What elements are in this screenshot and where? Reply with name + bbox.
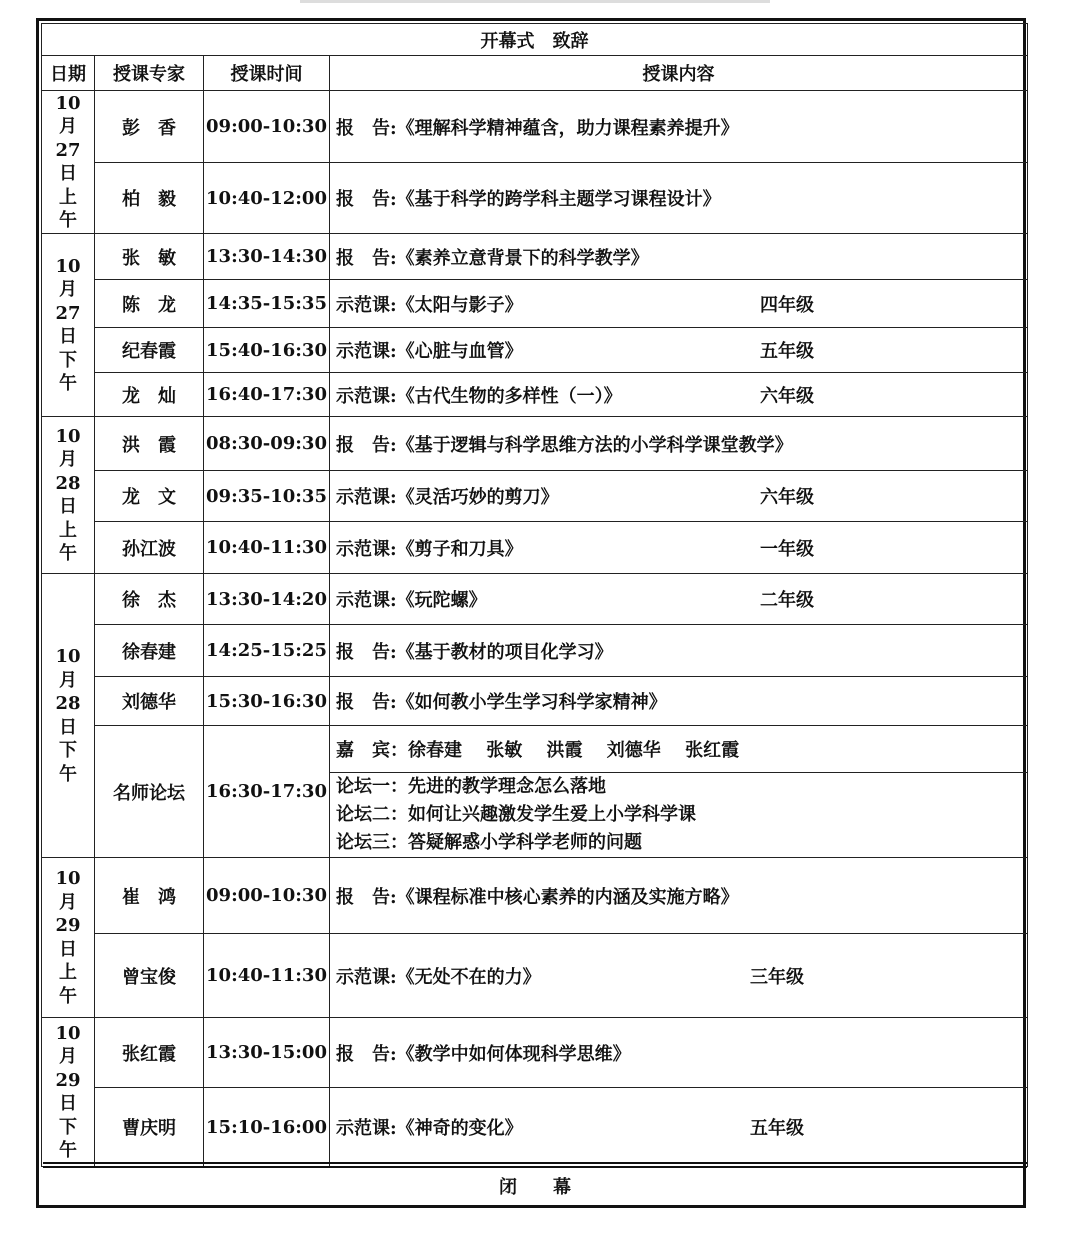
content-text: 示范课:《剪子和刀具》 [336,538,523,560]
content-text: 报 告:《课程标准中核心素养的内涵及实施方略》 [336,886,739,908]
time-cell: 10:40-11:30 [204,522,330,574]
content-cell [330,625,1028,677]
content-text: 报 告:《教学中如何体现科学思维》 [336,1043,631,1065]
table-row [42,1018,1028,1088]
grade-label: 一年级 [760,538,814,560]
content-cell [330,522,1028,574]
header-expert: 授课专家 [95,56,204,91]
time-cell: 09:00-10:30 [204,858,330,934]
date-cell: 10 月 27 日 上 午 [42,91,95,234]
time-cell: 14:35-15:35 [204,280,330,328]
table-row [42,1088,1028,1167]
content-cell [330,163,1028,234]
content-cell [330,1088,1028,1167]
forum-guests-row [42,726,1028,773]
grade-label: 六年级 [760,385,814,407]
content-text: 示范课:《古代生物的多样性（一）》 [336,385,622,407]
opening-row [42,24,1028,56]
expert-cell: 刘德华 [95,677,204,726]
content-cell [330,91,1028,163]
date-cell: 10 月 29 日 上 午 [42,858,95,1018]
table-row [42,934,1028,1018]
content-cell [330,471,1028,522]
time-cell: 13:30-14:30 [204,234,330,280]
grade-label: 五年级 [750,1118,804,1139]
content-cell [330,858,1028,934]
forum-time-cell: 16:30-17:30 [204,726,330,858]
expert-cell: 彭 香 [95,91,204,163]
table-row [42,417,1028,471]
expert-cell: 徐春建 [95,625,204,677]
content-cell [330,280,1028,328]
header-date: 日期 [42,56,95,91]
content-cell [330,417,1028,471]
grade-label: 五年级 [760,341,814,362]
expert-cell: 张红霞 [95,1018,204,1088]
expert-cell: 曹庆明 [95,1088,204,1167]
forum-topic: 论坛一：先进的教学理念怎么落地 [336,776,606,797]
table-row [42,858,1028,934]
grade-label: 二年级 [760,590,814,611]
schedule-table [41,23,1028,1167]
table-row [42,163,1028,234]
expert-cell: 陈 龙 [95,280,204,328]
top-edge-artifact [300,0,770,3]
time-cell: 10:40-11:30 [204,934,330,1018]
content-text: 示范课:《无处不在的力》 [336,966,541,988]
grade-label: 四年级 [760,294,814,316]
date-cell: 10 月 27 日 下 午 [42,234,95,417]
time-cell: 15:40-16:30 [204,328,330,373]
content-text: 示范课:《神奇的变化》 [336,1118,523,1139]
expert-cell: 洪 霞 [95,417,204,471]
forum-topic: 论坛二：如何让兴趣激发学生爱上小学科学课 [336,804,696,825]
time-cell: 08:30-09:30 [204,417,330,471]
content-text: 报 告:《理解科学精神蕴含，助力课程素养提升》 [336,117,739,139]
table-row [42,471,1028,522]
closing-title: 闭 幕 [499,1177,571,1198]
time-cell: 16:40-17:30 [204,373,330,417]
forum-topic: 论坛三：答疑解惑小学科学老师的问题 [336,832,642,853]
date-cell: 10 月 28 日 上 午 [42,417,95,574]
expert-cell: 龙 文 [95,471,204,522]
time-cell: 13:30-14:20 [204,574,330,625]
expert-cell: 孙江波 [95,522,204,574]
content-text: 报 告:《基于科学的跨学科主题学习课程设计》 [336,189,721,210]
content-text: 示范课:《玩陀螺》 [336,590,487,611]
content-text: 报 告:《基于逻辑与科学思维方法的小学科学课堂教学》 [336,434,793,456]
table-row [42,373,1028,417]
time-cell: 15:30-16:30 [204,677,330,726]
table-row [42,574,1028,625]
content-text: 示范课:《灵活巧妙的剪刀》 [336,487,559,508]
forum-expert-cell: 名师论坛 [95,726,204,858]
time-cell: 15:10-16:00 [204,1088,330,1167]
content-cell [330,1018,1028,1088]
forum-topics-cell [330,773,1028,858]
content-text: 报 告:《如何教小学生学习科学家精神》 [336,692,667,713]
content-text: 示范课:《心脏与血管》 [336,341,523,362]
expert-cell: 纪春霞 [95,328,204,373]
header-row [42,56,1028,91]
date-cell: 10 月 28 日 下 午 [42,574,95,858]
time-cell: 09:35-10:35 [204,471,330,522]
time-cell: 14:25-15:25 [204,625,330,677]
table-row [42,280,1028,328]
expert-cell: 曾宝俊 [95,934,204,1018]
expert-cell: 柏 毅 [95,163,204,234]
forum-guests: 嘉 宾：徐春建 张敏 洪霞 刘德华 张红霞 [336,740,740,761]
content-cell [330,373,1028,417]
header-content: 授课内容 [330,56,1028,91]
expert-cell: 龙 灿 [95,373,204,417]
expert-cell: 崔 鸿 [95,858,204,934]
header-time: 授课时间 [204,56,330,91]
table-row [42,522,1028,574]
opening-title: 开幕式 致辞 [42,24,1028,56]
table-row [42,91,1028,163]
time-cell: 09:00-10:30 [204,91,330,163]
content-cell [330,574,1028,625]
table-row [42,328,1028,373]
content-text: 示范课:《太阳与影子》 [336,294,523,316]
grade-label: 三年级 [750,966,804,988]
content-cell [330,328,1028,373]
time-cell: 10:40-12:00 [204,163,330,234]
closing-row [43,1162,1027,1206]
content-text: 报 告:《基于教材的项目化学习》 [336,641,613,663]
expert-cell: 徐 杰 [95,574,204,625]
grade-label: 六年级 [760,487,814,508]
time-cell: 13:30-15:00 [204,1018,330,1088]
table-row [42,234,1028,280]
table-row [42,677,1028,726]
content-cell [330,934,1028,1018]
expert-cell: 张 敏 [95,234,204,280]
content-text: 报 告:《素养立意背景下的科学教学》 [336,247,649,269]
content-cell [330,677,1028,726]
content-cell [330,234,1028,280]
table-row [42,625,1028,677]
forum-guests-cell [330,726,1028,773]
date-cell: 10 月 29 日 下 午 [42,1018,95,1167]
